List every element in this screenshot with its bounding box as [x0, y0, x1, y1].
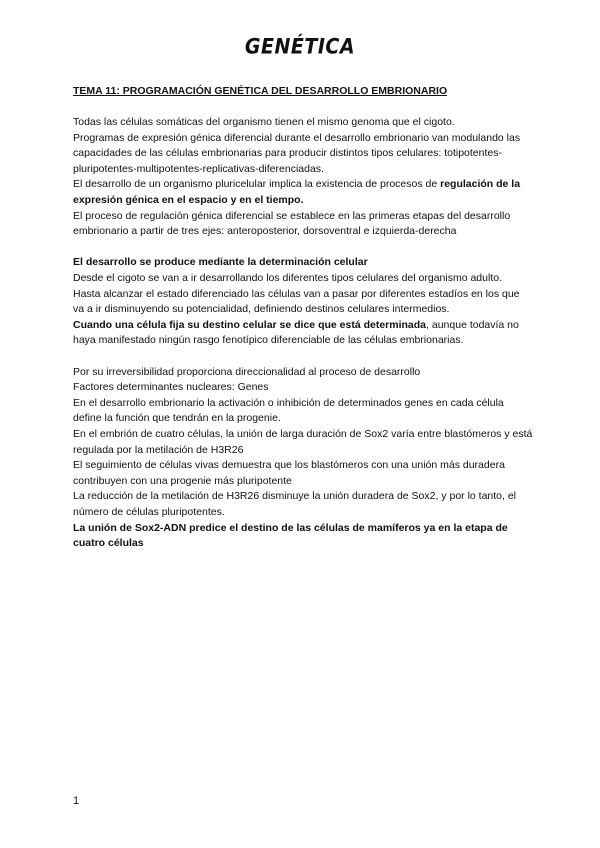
bold-text: regulación de la expresión génica en el espacio y en el tiempo.: [73, 178, 521, 207]
paragraph-zygote: Desde el cigoto se van a ir desarrollando los diferentes tipos celulares del organismo adulto.: [73, 272, 502, 285]
bold-text: Cuando una célula fija su destino celular se dice que está determinada: [73, 318, 427, 331]
paragraph-genome: Todas las células somáticas del organismo tienen el mismo genoma que el cigoto.: [73, 116, 455, 129]
document-title: GENÉTICA: [244, 34, 356, 60]
paragraph-live-tracking: El seguimiento de células vivas demuestra que los blastómeros con una unión más duradera contribuyen con una progenie más pluripotente: [73, 459, 505, 487]
bold-text: El desarrollo se produce mediante la determinación celular: [73, 256, 368, 269]
paragraph-irreversibility: Por su irreversibilidad proporciona direccionalidad al proceso de desarrollo: [73, 365, 421, 378]
page-number: 1: [73, 795, 80, 807]
paragraph-axes: El proceso de regulación génica diferencial se establece en las primeras etapas del desarrollo embrionario a partir de tres ejes: anteroposterior, dorsoventral e izquierda-derecha: [73, 209, 511, 238]
spacer: [73, 240, 533, 256]
paragraph-potentiality: Hasta alcanzar el estado diferenciado las células van a pasar por diferentes estadíos en los que va a ir disminuyendo su potencialidad, definiendo destinos celulares intermedios.: [73, 287, 520, 316]
spacer: [73, 349, 533, 365]
document-body: [73, 84, 533, 552]
paragraph-regulation: [73, 177, 533, 208]
text-run: El desarrollo de un organismo pluricelular implica la existencia de procesos de: [73, 178, 441, 191]
paragraph-conclusion: [73, 521, 533, 552]
paragraph-determined: [73, 318, 533, 349]
paragraph-methylation: La reducción de la metilación de H3R26 disminuye la unión duradera de Sox2, y por lo tanto, el número de células pluripotentes.: [73, 490, 517, 518]
section-heading-determination: [73, 255, 533, 271]
text-run: , aunque todavía no haya manifestado ningún rasgo fenotípico diferenciable de las células embrionarias.: [73, 318, 519, 347]
topic-heading: TEMA 11: PROGRAMACIÓN GENÉTICA DEL DESARROLLO EMBRIONARIO: [73, 85, 448, 97]
paragraph-expression-programs: Programas de expresión génica diferencial durante el desarrollo embrionario van modulando las capacidades de las células embrionarias para producir distintos tipos celulares: totipotentes-pluripotentes-multipotentes-replicativas-diferenciadas.: [73, 131, 521, 175]
bold-text: La unión de Sox2-ADN predice el destino de las células de mamíferos ya en la etapa de cuatro células: [73, 521, 508, 550]
paragraph-nuclear-factors: Factores determinantes nucleares: Genes: [73, 381, 269, 394]
paragraph-gene-activation: En el desarrollo embrionario la activación o inhibición de determinados genes en cada célula define la función que tendrán en la progenie.: [73, 396, 504, 425]
paragraph-sox2-binding: En el embrión de cuatro células, la unión de larga duración de Sox2 varía entre blastómeros y está regulada por la metilación de H3R26: [73, 427, 533, 456]
